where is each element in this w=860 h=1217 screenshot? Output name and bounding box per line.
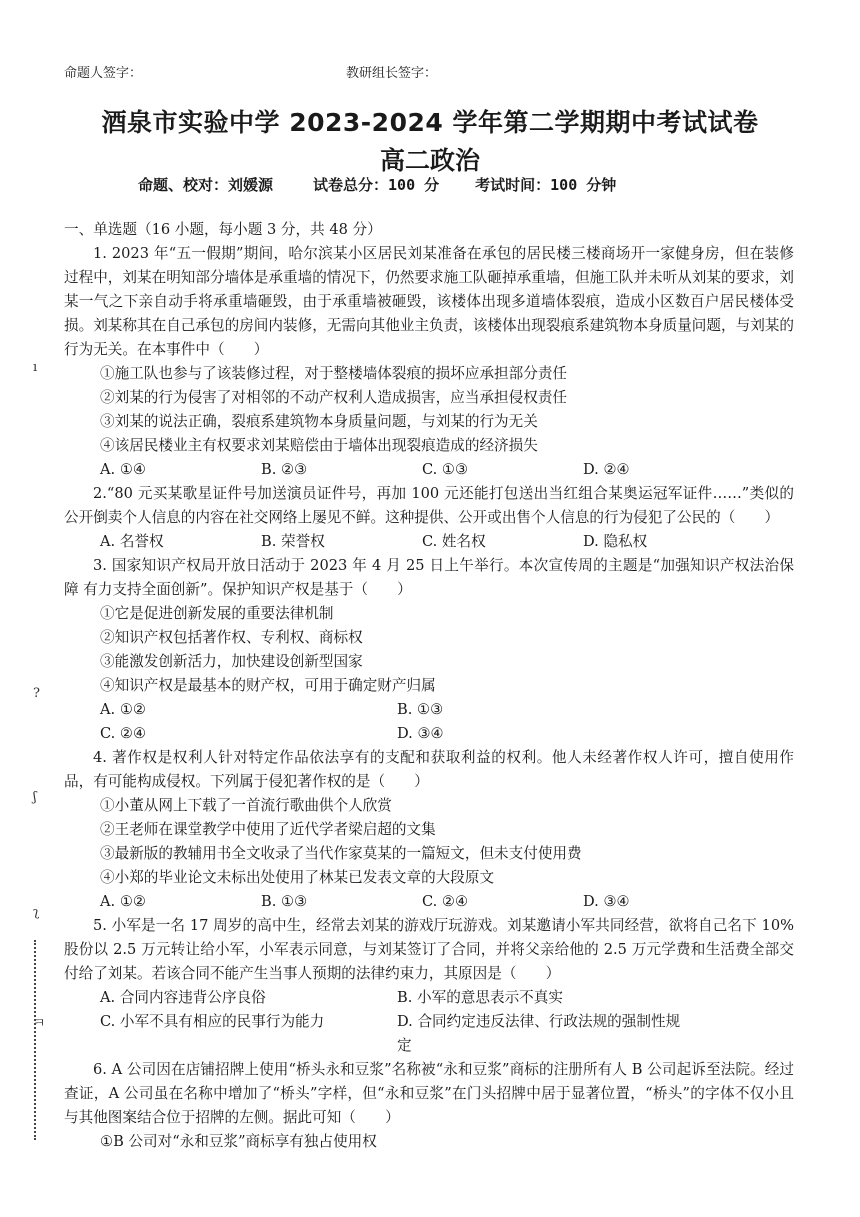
question-3-options-row1 xyxy=(64,698,794,722)
question-3-statement: ④知识产权是最基本的财产权，可用于确定财产归属 xyxy=(100,677,436,694)
question-3-options-row2 xyxy=(64,722,794,746)
option-c: C. 姓名权 xyxy=(422,533,486,550)
option-c: C. ②④ xyxy=(422,893,469,910)
option-a: A. ①② xyxy=(100,701,146,718)
binding-mark: ʃ xyxy=(33,790,37,805)
option-a: A. ①④ xyxy=(100,461,146,478)
option-d: D. ②④ xyxy=(583,461,630,478)
option-c: C. ①③ xyxy=(422,461,469,478)
option-c: C. ②④ xyxy=(100,725,147,742)
leader-signature-label: 教研组长签字： xyxy=(346,66,438,81)
question-1-statement: ②刘某的行为侵害了对相邻的不动产权利人造成损害，应当承担侵权责任 xyxy=(100,389,568,406)
question-4-statement: ③最新版的教辅用书全文收录了当代作家莫某的一篇短文，但未支付使用费 xyxy=(100,845,582,862)
option-b: B. 荣誉权 xyxy=(261,533,325,550)
question-6-statement: ①B 公司对“永和豆浆”商标享有独占使用权 xyxy=(100,1133,377,1150)
question-5-options-row1 xyxy=(64,986,794,1010)
option-b: B. ②③ xyxy=(261,461,308,478)
question-body xyxy=(64,218,794,1154)
exam-time: 考试时间：100 分钟 xyxy=(475,176,617,194)
question-1-statement: ④该居民楼业主有权要求刘某赔偿由于墙体出现裂痕造成的经济损失 xyxy=(100,437,538,454)
question-4-statement: ①小董从网上下载了一首流行歌曲供个人欣赏 xyxy=(100,797,392,814)
option-a: A. ①② xyxy=(100,893,146,910)
binding-mark: ㅋ xyxy=(33,1016,46,1031)
option-a: A. 合同内容违背公序良俗 xyxy=(100,989,266,1006)
question-3-stem: 3. 国家知识产权局开放日活动于 2023 年 4 月 25 日上午举行。本次宣传周的主题是“加强知识产权法治保障 有力支持全面创新”。保护知识产权是基于（ ） xyxy=(64,557,794,598)
setter-signature-label: 命题人签字： xyxy=(64,66,143,81)
question-1-stem: 1. 2023 年“五一假期”期间，哈尔滨某小区居民刘某准备在承包的居民楼三楼商场开一家健身房，但在装修过程中，刘某在明知部分墙体是承重墙的情况下，仍然要求施工队砸掉承重墙，但施工队并未听从刘某的要求，刘某一气之下亲自动手将承重墙砸毁，由于承重墙被砸毁，该楼体出现多道墙体裂痕，造成小区数百户居民楼体受损。刘某称其在自己承包的房间内装修，无需向其他业主负责，该楼体出现裂痕系建筑物本身质量问题，与刘某的行为无关。在本事件中（ ） xyxy=(64,245,794,358)
question-4-options xyxy=(64,890,794,914)
option-b: B. ①③ xyxy=(261,893,308,910)
question-3-statement: ①它是促进创新发展的重要法律机制 xyxy=(100,605,334,622)
question-3-statement: ③能激发创新活力，加快建设创新型国家 xyxy=(100,653,363,670)
question-4-statement: ④小郑的毕业论文未标出处使用了林某已发表文章的大段原文 xyxy=(100,869,495,886)
option-b: B. ①③ xyxy=(397,701,444,718)
option-b: B. 小军的意思表示不真实 xyxy=(397,989,563,1006)
total-score: 试卷总分：100 分 xyxy=(313,176,440,194)
option-c: C. 小军不具有相应的民事行为能力 xyxy=(100,1013,325,1030)
binding-mark: ı xyxy=(33,360,38,375)
setter-info: 命题、校对：刘媛源 xyxy=(138,176,274,194)
exam-meta xyxy=(138,174,616,195)
question-2-stem: 2.“80 元买某歌星证件号加送演员证件号，再加 100 元还能打包送出当红组合某奥运冠军证件……”类似的公开倒卖个人信息的内容在社交网络上屡见不鲜。这种提供、公开或出售个人信息的行为侵犯了公民的（ ） xyxy=(64,485,794,526)
question-1-options xyxy=(64,458,794,482)
binding-dashed-line xyxy=(34,940,36,1140)
binding-mark: ʅ xyxy=(33,905,40,920)
question-3-statement: ②知识产权包括著作权、专利权、商标权 xyxy=(100,629,363,646)
option-d: D. ③④ xyxy=(397,725,444,742)
question-1-statement: ③刘某的说法正确，裂痕系建筑物本身质量问题，与刘某的行为无关 xyxy=(100,413,538,430)
option-d: D. 隐私权 xyxy=(583,533,648,550)
question-2-options xyxy=(64,530,794,554)
section-heading: 一、单选题（16 小题，每小题 3 分，共 48 分） xyxy=(64,221,382,238)
question-5-stem: 5. 小军是一名 17 周岁的高中生，经常去刘某的游戏厅玩游戏。刘某邀请小军共同经营，欲将自己名下 10%股份以 2.5 万元转让给小军，小军表示同意，与刘某签订了合同，并将父亲给他的 2.5 万元学费和生活费全部交付给了刘某。若该合同不能产生当事人预期的法律约束力，其原因是（ ） xyxy=(64,917,794,982)
option-a: A. 名誉权 xyxy=(100,533,164,550)
option-d: D. ③④ xyxy=(583,893,630,910)
option-d: D. 合同约定违反法律、行政法规的强制性规定 xyxy=(397,1013,681,1054)
exam-title: 酒泉市实验中学 2023-2024 学年第二学期期中考试试卷 xyxy=(101,108,759,137)
question-5-options-row2 xyxy=(64,1010,794,1058)
question-4-stem: 4. 著作权是权利人针对特定作品依法享有的支配和获取利益的权利。他人未经著作权人许可，擅自使用作品，有可能构成侵权。下列属于侵犯著作权的是（ ） xyxy=(64,749,794,790)
subject-title: 高二政治 xyxy=(379,146,480,175)
question-4-statement: ②王老师在课堂教学中使用了近代学者梁启超的文集 xyxy=(100,821,436,838)
question-6-stem: 6. A 公司因在店铺招牌上使用“桥头永和豆浆”名称被“永和豆浆”商标的注册所有人 B 公司起诉至法院。经过查证，A 公司虽在名称中增加了“桥头”字样，但“永和豆浆”在门头招牌中居于显著位置，“桥头”的字体不仅小且与其他图案结合位于招牌的左侧。据此可知（ ） xyxy=(64,1061,794,1126)
binding-mark: ? xyxy=(33,686,40,701)
question-1-statement: ①施工队也参与了该装修过程，对于整楼墙体裂痕的损坏应承担部分责任 xyxy=(100,365,568,382)
